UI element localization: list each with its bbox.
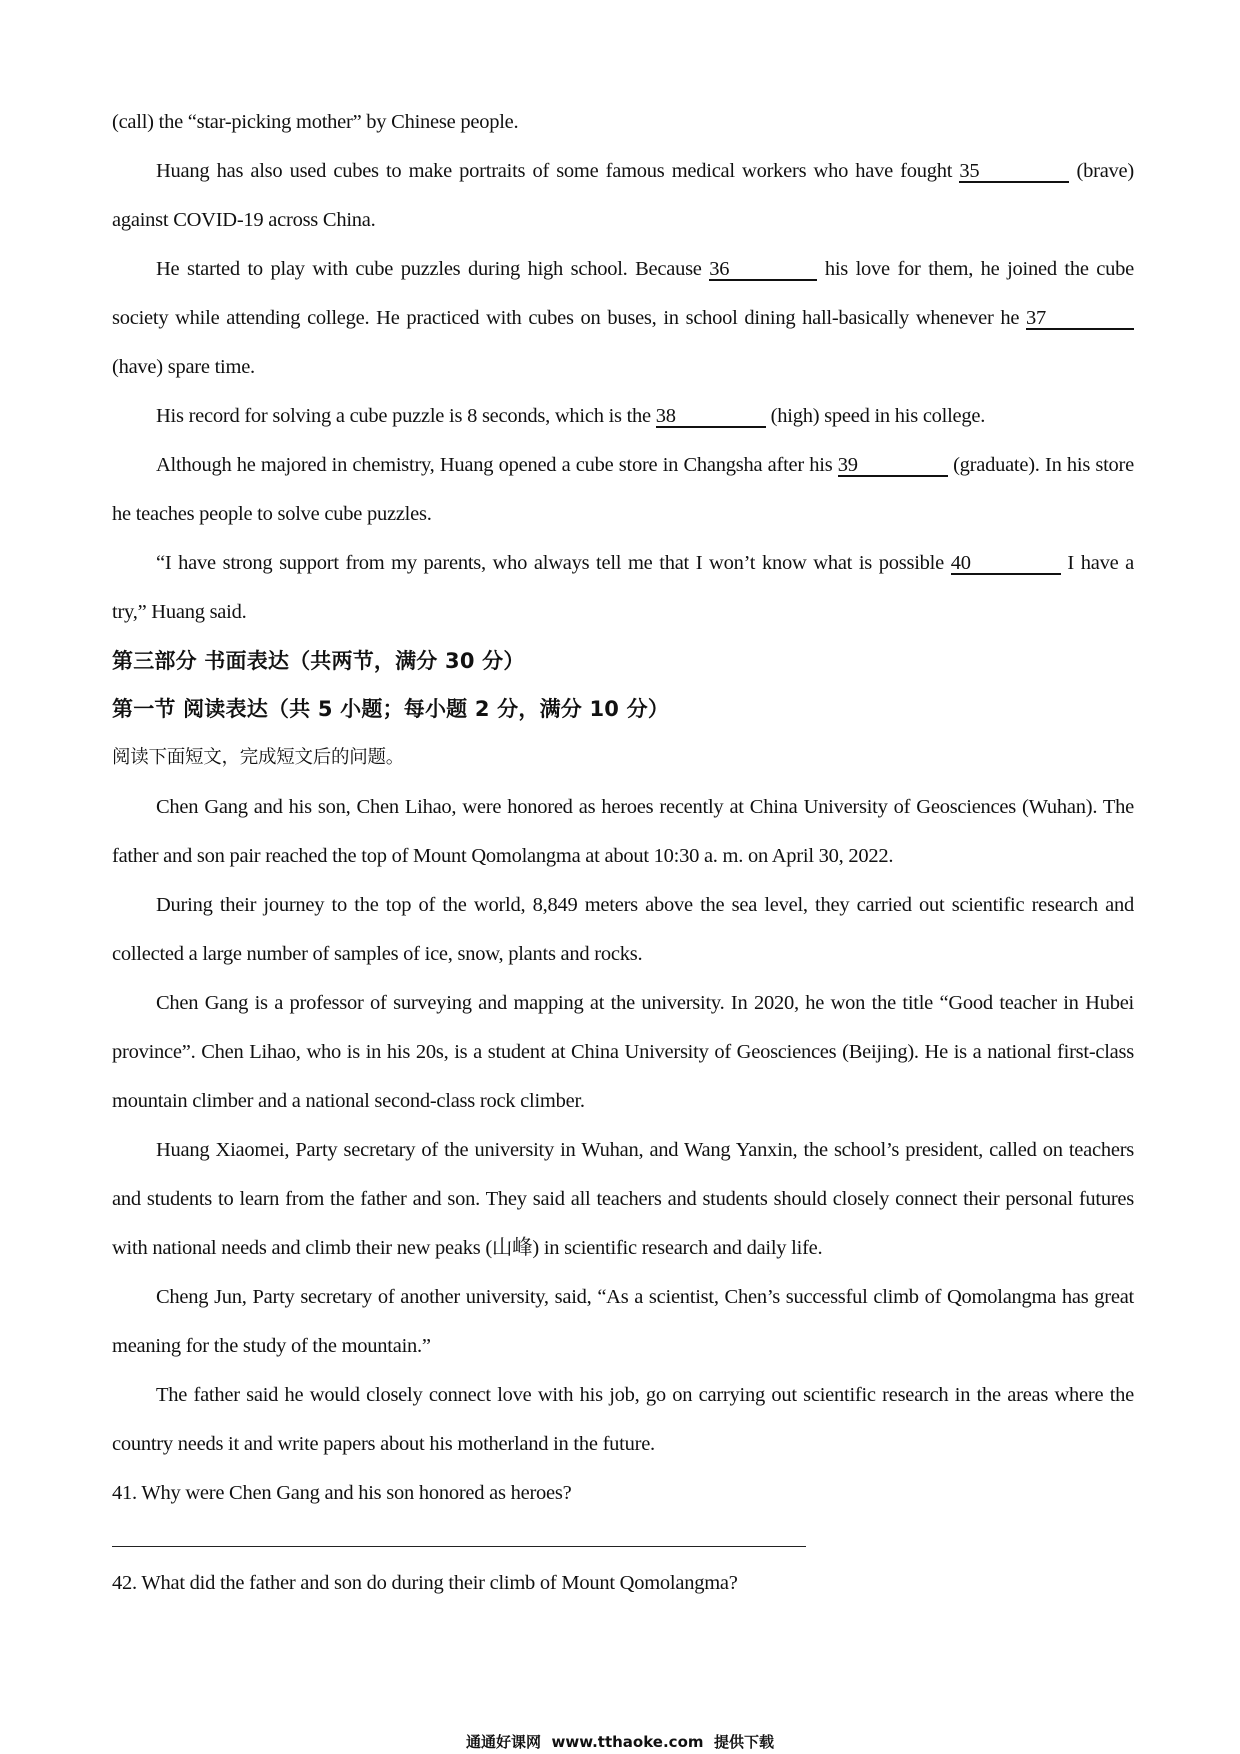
question-42: 42. What did the father and son do during their climb of Mount Qomolangma?: [112, 1572, 738, 1594]
text-segment: his love for them, he joined the cube society while attending college. He practiced with cubes on buses, in school dining hall-basically whenever he: [112, 258, 1134, 329]
answer-line-41[interactable]: [112, 1546, 806, 1547]
section1-heading: 第一节 阅读表达（共 5 小题；每小题 2 分，满分 10 分）: [112, 697, 670, 721]
passage1-paragraph-40: [112, 539, 1134, 637]
passage2-paragraph-1: Chen Gang and his son, Chen Lihao, were honored as heroes recently at China University of Geosciences (Wuhan). The father and son pair reached the top of Mount Qomolangma at about 10:30 a. m. on April 30, 2022.: [112, 796, 1134, 867]
passage2-paragraph-5: Cheng Jun, Party secretary of another university, said, “As a scientist, Chen’s successful climb of Qomolangma has great meaning for the study of the mountain.”: [112, 1286, 1134, 1357]
reading-instruction: 阅读下面短文，完成短文后的问题。: [112, 747, 405, 768]
passage1-paragraph-36-37: [112, 245, 1134, 392]
passage2-paragraph-6: The father said he would closely connect love with his job, go on carrying out scientific research in the areas where the country needs it and write papers about his motherland in the future.: [112, 1384, 1134, 1455]
footer-watermark: 通通好课网 www.tthaoke.com 提供下载: [466, 1733, 774, 1751]
text-segment: (have) spare time.: [112, 356, 255, 378]
blank-36[interactable]: 36: [709, 259, 817, 281]
text-segment: (high) speed in his college.: [765, 405, 986, 427]
blank-35[interactable]: 35: [959, 161, 1069, 183]
blank-40[interactable]: 40: [951, 553, 1061, 575]
passage2-paragraph-4: Huang Xiaomei, Party secretary of the university in Wuhan, and Wang Yanxin, the school’s president, called on teachers and students to learn from the father and son. They said all teachers and students should closely connect their personal futures with national needs and climb their new peaks (山峰) in scientific research and daily life.: [112, 1139, 1134, 1259]
text-segment: (graduate). In his store he teaches people to solve cube puzzles.: [112, 454, 1134, 525]
text-segment: I have a try,” Huang said.: [112, 552, 1135, 623]
passage1-paragraph-39: [112, 441, 1134, 539]
document-page: [112, 98, 1134, 1608]
passage2-paragraph-3: Chen Gang is a professor of surveying and mapping at the university. In 2020, he won the title “Good teacher in Hubei province”. Chen Lihao, who is in his 20s, is a student at China University of Geosciences (Beijing). He is a national first-class mountain climber and a national second-class rock climber.: [112, 992, 1134, 1112]
text-segment: He started to play with cube puzzles during high school. Because: [156, 258, 710, 280]
blank-38[interactable]: 38: [656, 406, 766, 428]
passage2-paragraph-2: During their journey to the top of the world, 8,849 meters above the sea level, they carried out scientific research and collected a large number of samples of ice, snow, plants and rocks.: [112, 894, 1134, 965]
text-segment: Huang has also used cubes to make portraits of some famous medical workers who have fought: [156, 160, 960, 182]
text-segment: (brave) against COVID-19 across China.: [112, 160, 1134, 231]
blank-37[interactable]: 37: [1026, 308, 1134, 330]
passage1-line-call: (call) the “star-picking mother” by Chinese people.: [112, 111, 519, 133]
text-segment: Although he majored in chemistry, Huang opened a cube store in Changsha after his: [156, 454, 838, 476]
text-segment: His record for solving a cube puzzle is 8 seconds, which is the: [156, 405, 656, 427]
passage1-paragraph-38: [112, 392, 1134, 441]
blank-39[interactable]: 39: [838, 455, 948, 477]
question-41: 41. Why were Chen Gang and his son honored as heroes?: [112, 1482, 572, 1504]
text-segment: “I have strong support from my parents, who always tell me that I won’t know what is possible: [156, 552, 951, 574]
passage1-paragraph-35: [112, 147, 1134, 245]
part3-heading: 第三部分 书面表达（共两节，满分 30 分）: [112, 649, 525, 673]
